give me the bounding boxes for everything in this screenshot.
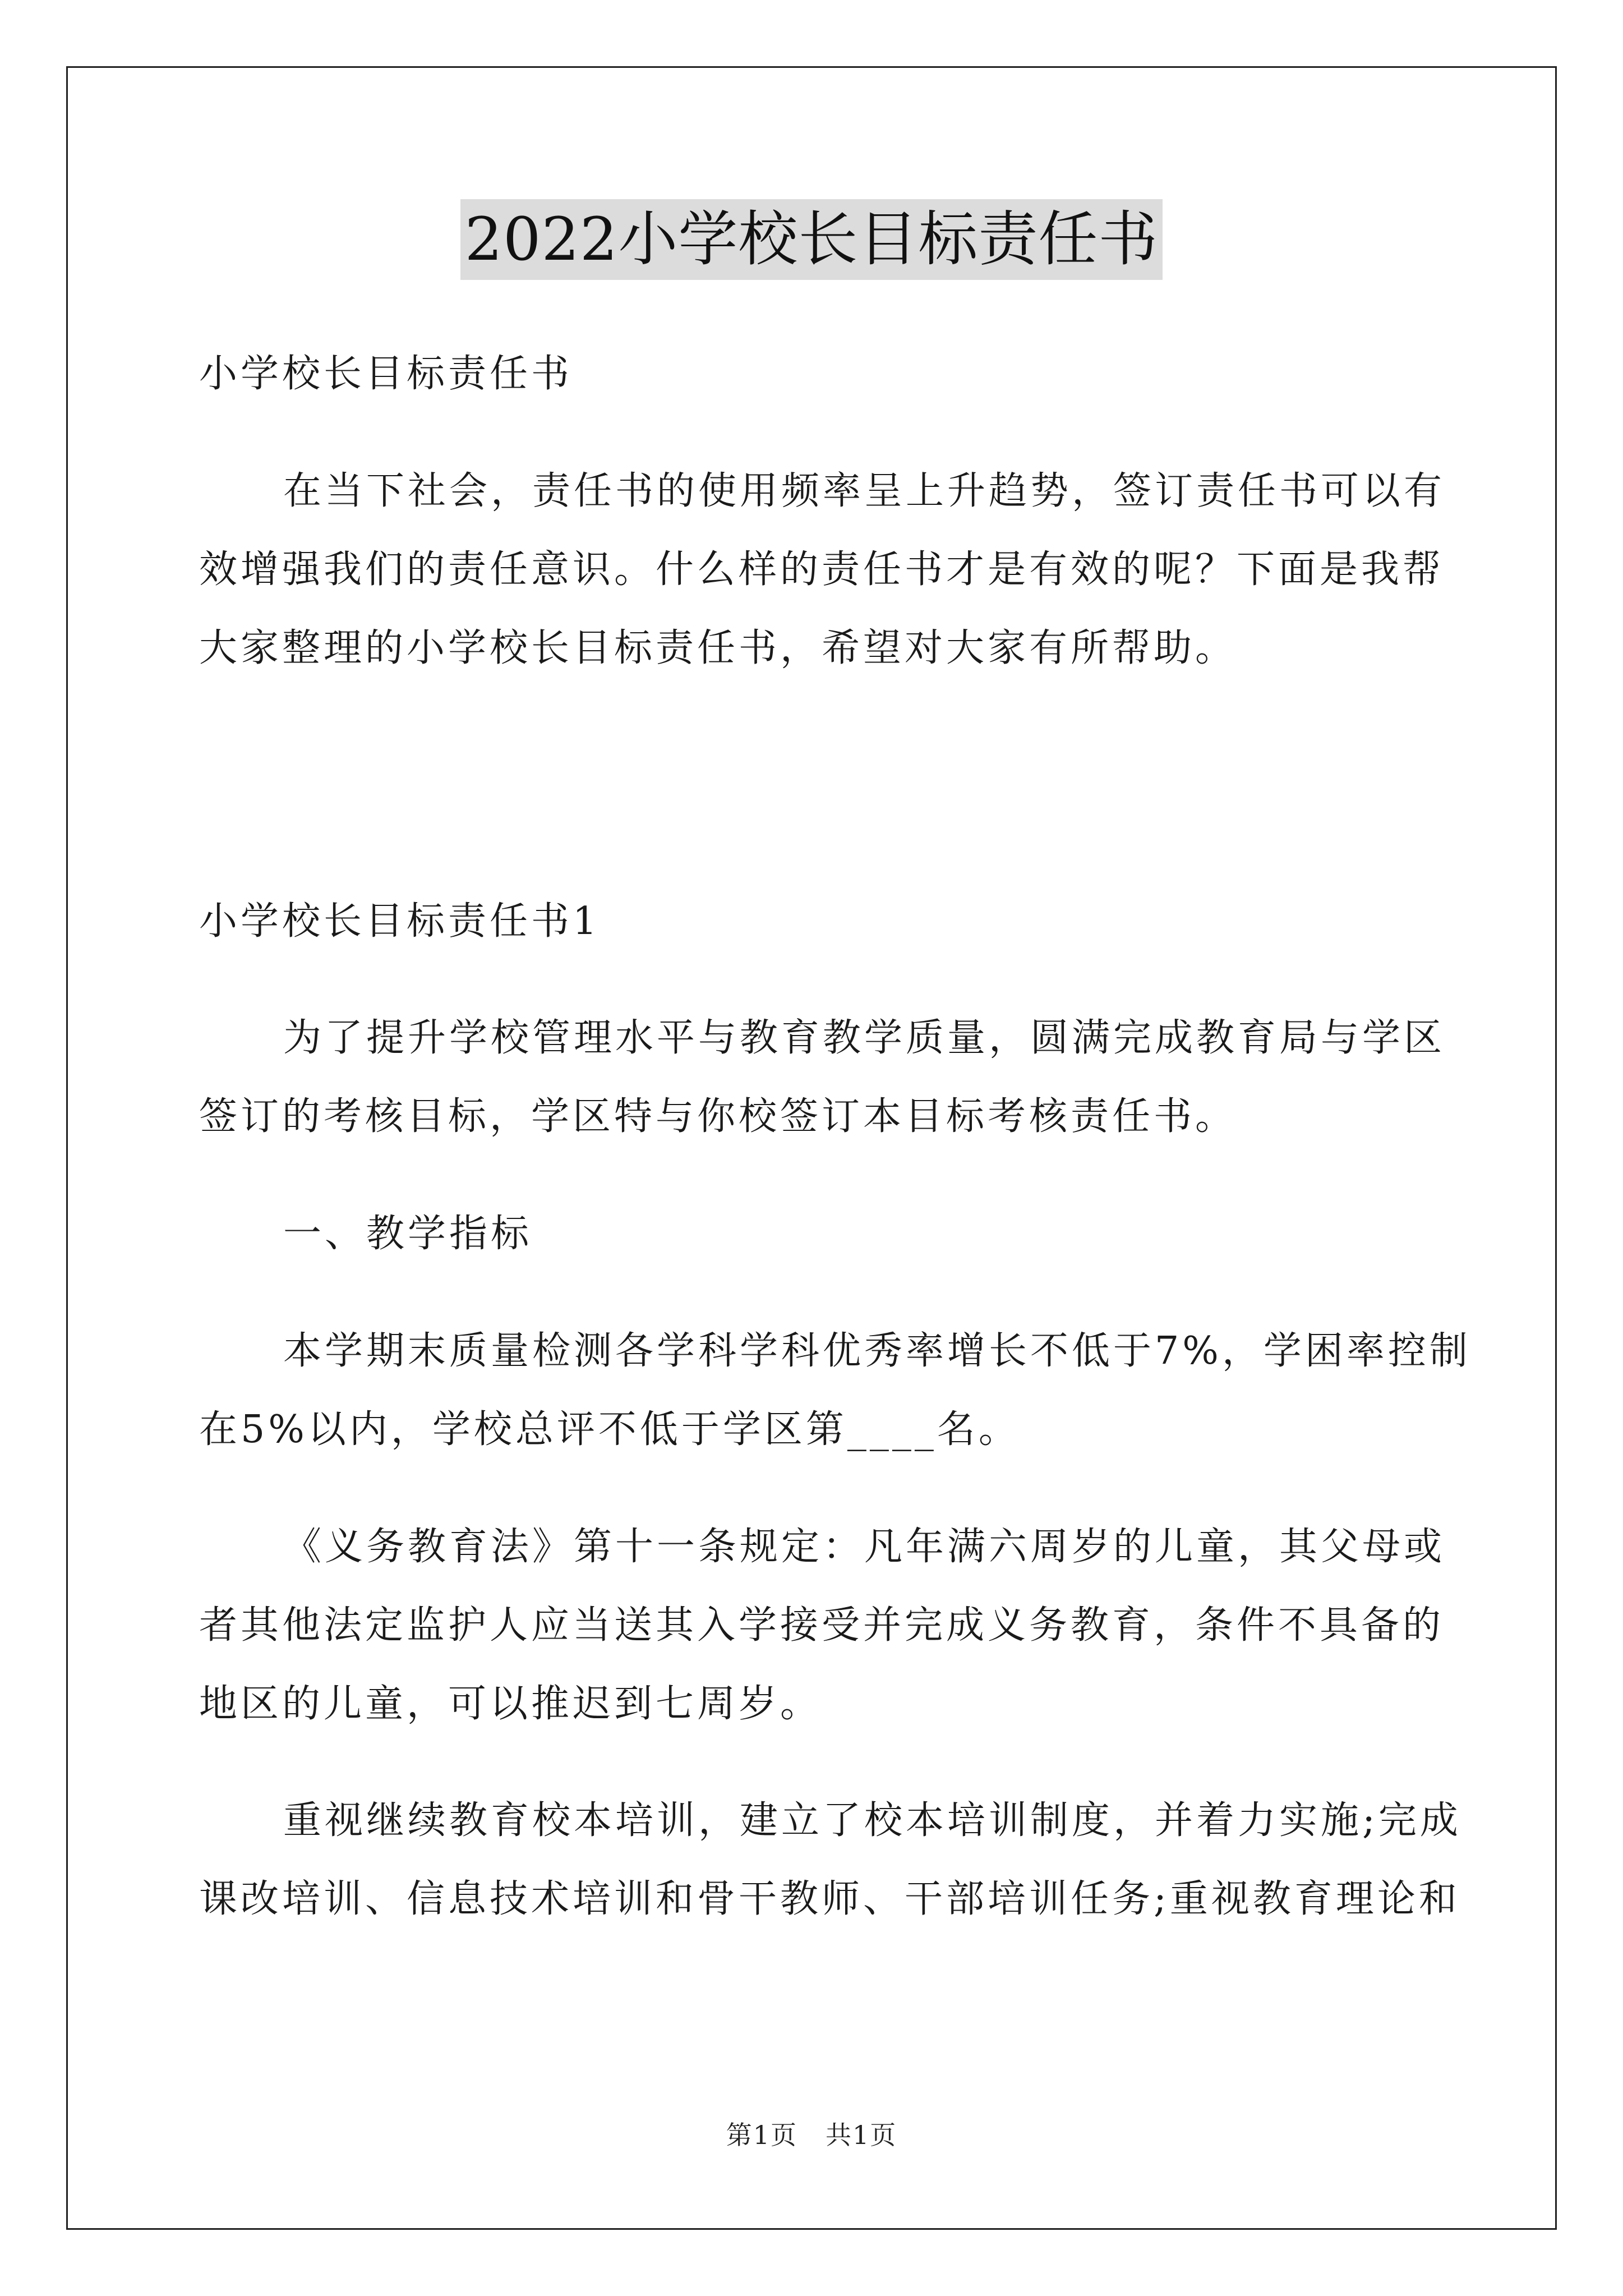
text-line: 在当下社会，责任书的使用频率呈上升趋势，签订责任书可以有 (283, 469, 1446, 513)
text-line: 课改培训、信息技术培训和骨干教师、干部培训任务;重视教育理论和 (199, 1877, 1460, 1921)
text-line: 在5%以内，学校总评不低于学区第____名。 (199, 1407, 1020, 1452)
body-paragraph (199, 999, 1446, 1156)
list-heading (199, 1195, 1427, 1273)
text-line: 《义务教育法》第十一条规定：凡年满六周岁的儿童，其父母或 (283, 1525, 1446, 1569)
intro-paragraph (199, 452, 1446, 688)
page-total: 共1页 (826, 2120, 897, 2150)
text-line: 小学校长目标责任书 (199, 352, 573, 396)
text-line: 本学期末质量检测各学科学科优秀率增长不低于7%，学困率控制 (283, 1329, 1471, 1373)
document-title: 2022小学校长目标责任书 (460, 199, 1163, 280)
text-line: 大家整理的小学校长目标责任书，希望对大家有所帮助。 (199, 626, 1237, 670)
body-paragraph (199, 1312, 1471, 1469)
page-footer (0, 2115, 1623, 2152)
text-line: 重视继续教育校本培训，建立了校本培训制度，并着力实施;完成 (283, 1798, 1461, 1843)
section-heading (199, 882, 1427, 961)
subtitle (199, 335, 1427, 413)
page-number: 第1页 (726, 2120, 797, 2150)
text-line: 为了提升学校管理水平与教育教学质量，圆满完成教育局与学区 (283, 1016, 1446, 1060)
text-line: 小学校长目标责任书1 (199, 899, 601, 944)
text-line: 一、教学指标 (283, 1212, 533, 1256)
body-paragraph (199, 1508, 1446, 1743)
text-line: 签订的考核目标，学区特与你校签订本目标考核责任书。 (199, 1094, 1237, 1139)
title-container (0, 199, 1623, 280)
text-line: 地区的儿童，可以推迟到七周岁。 (199, 1682, 822, 1726)
text-line: 效增强我们的责任意识。什么样的责任书才是有效的呢？下面是我帮 (199, 547, 1445, 592)
text-line: 者其他法定监护人应当送其入学接受并完成义务教育，条件不具备的 (199, 1603, 1445, 1648)
body-paragraph (199, 1782, 1461, 1939)
